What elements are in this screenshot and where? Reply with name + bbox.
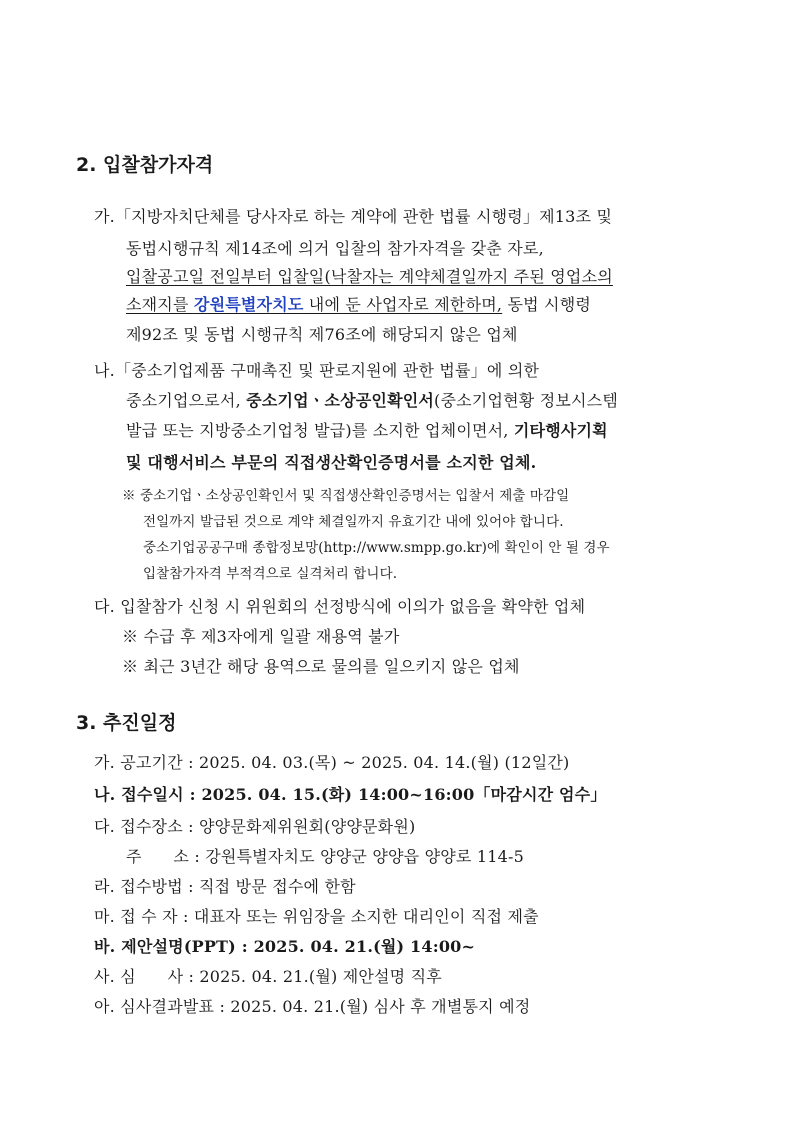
schedule-ba: 바. 제안설명(PPT) : 2025. 04. 21.(월) 14:00~: [94, 937, 476, 956]
section-2-da-note-1: ※ 수급 후 제3자에게 일괄 재용역 불가: [122, 627, 400, 646]
section-2-na-note-3: 중소기업공공구매 종합정보망(http://www.smpp.go.kr)에 확인이 안 될 경우: [143, 540, 610, 556]
section-2-na-line-2: [126, 388, 618, 411]
section-2-ga-line-3: 입찰공고일 전일부터 입찰일(낙찰자는 계약체결일까지 주된 영업소의: [126, 267, 613, 286]
section-2-na-note-1: ※ 중소기업ㆍ소상공인확인서 및 직접생산확인증명서는 입찰서 제출 마감일: [122, 488, 570, 504]
address-label: 주 소 :: [126, 847, 206, 866]
section-2-heading: 2. 입찰참가자격: [76, 154, 214, 176]
section-3-heading: 3. 추진일정: [76, 712, 177, 734]
address-value: 강원특별자치도 양양군 양양읍 양양로 114-5: [205, 847, 524, 866]
section-2-ga-line-1: 가.「지방자치단체를 당사자로 하는 계약에 관한 법률 시행령」제13조 및: [94, 207, 613, 226]
na-line-3-a: 발급 또는 지방중소기업청 발급)를 소지한 업체이면서,: [126, 421, 514, 440]
section-2-ga-line-5: 제92조 및 동법 시행규칙 제76조에 해당되지 않은 업체: [126, 325, 518, 344]
region-highlight: 강원특별자치도: [193, 295, 304, 314]
section-2-na-line-4: 및 대행서비스 부문의 직접생산확인증명서를 소지한 업체.: [126, 453, 537, 472]
schedule-da: 다. 접수장소 : 양양문화제위원회(양양문화원): [94, 817, 416, 836]
schedule-a: 아. 심사결과발표 : 2025. 04. 21.(월) 심사 후 개별통지 예정: [94, 997, 531, 1016]
schedule-sa: 사. 심 사 : 2025. 04. 21.(월) 제안설명 직후: [94, 967, 442, 986]
section-2-na-note-2: 전일까지 발급된 것으로 계약 체결일까지 유효기간 내에 있어야 합니다.: [143, 514, 564, 530]
na-line-2-c: (중소기업현황 정보시스템: [434, 391, 618, 410]
schedule-na: 나. 접수일시 : 2025. 04. 15.(화) 14:00~16:00「마감시간 엄수」: [94, 785, 607, 804]
ga-line-4-b: 내에 둔 사업자로 제한하며,: [303, 295, 503, 314]
section-2-da-note-2: ※ 최근 3년간 해당 용역으로 물의를 일으키지 않은 업체: [122, 657, 520, 676]
na-line-2-b: 중소기업ㆍ소상공인확인서: [246, 391, 435, 410]
section-2-da-line-1: 다. 입찰참가 신청 시 위원회의 선정방식에 이의가 없음을 확약한 업체: [94, 597, 586, 616]
section-2-na-line-3: [126, 418, 608, 441]
na-line-2-a: 중소기업으로서,: [126, 391, 247, 410]
schedule-da-address: [126, 844, 524, 867]
ga-line-4-c: 동법 시행령: [502, 295, 592, 314]
ga-line-4-prefix: [126, 295, 502, 314]
section-2-na-line-1: 나.「중소기업제품 구매촉진 및 판로지원에 관한 법률」에 의한: [94, 361, 540, 380]
section-2-ga-line-2: 동법시행규칙 제14조에 의거 입찰의 참가자격을 갖춘 자로,: [126, 239, 544, 258]
section-2-na-note-4: 입찰참가자격 부적격으로 실격처리 합니다.: [143, 566, 398, 582]
na-line-3-b: 기타행사기획: [513, 421, 608, 440]
schedule-ga: 가. 공고기간 : 2025. 04. 03.(목) ~ 2025. 04. 14.(월) (12일간): [94, 753, 570, 772]
ga-line-4-a: 소재지를: [126, 295, 194, 314]
schedule-ra: 라. 접수방법 : 직접 방문 접수에 한함: [94, 877, 356, 896]
schedule-ma: 마. 접 수 자 : 대표자 또는 위임장을 소지한 대리인이 직접 제출: [94, 907, 539, 926]
section-2-ga-line-4: [126, 292, 591, 315]
